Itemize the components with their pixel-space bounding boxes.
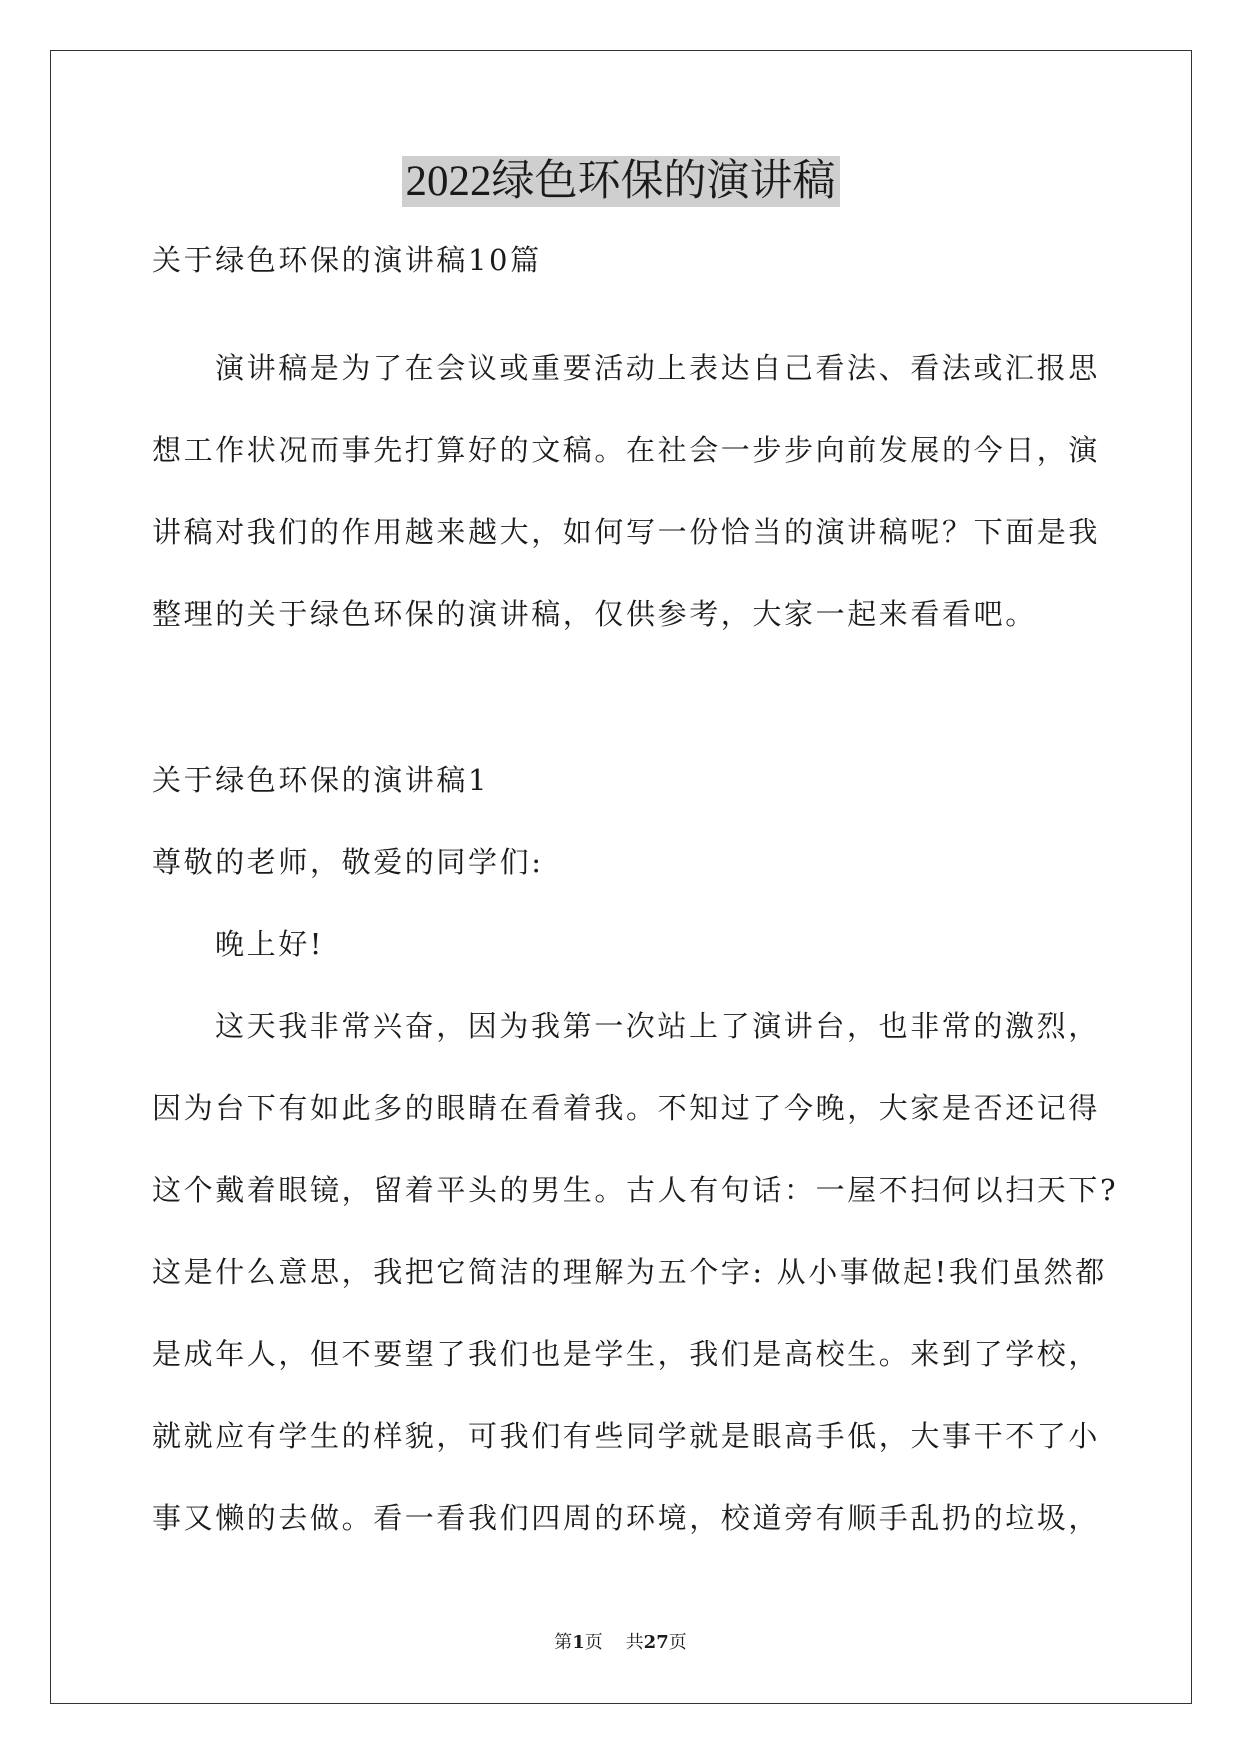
document-title-wrap (0, 156, 1241, 208)
paragraph-line: 这是什么意思，我把它简洁的理解为五个字: 从小事做起!我们虽然都 (152, 1255, 1107, 1289)
page-number: 1 (572, 1632, 585, 1653)
paragraph-line: 这天我非常兴奋，因为我第一次站上了演讲台，也非常的激烈， (215, 1009, 1100, 1043)
section-heading: 关于绿色环保的演讲稿1 (152, 763, 490, 797)
paragraph-line: 因为台下有如此多的眼睛在看着我。不知过了今晚，大家是否还记得 (152, 1091, 1101, 1125)
paragraph-line: 演讲稿是为了在会议或重要活动上表达自己看法、看法或汇报思 (215, 351, 1100, 385)
paragraph-line: 就就应有学生的样貌，可我们有些同学就是眼高手低，大事干不了小 (152, 1419, 1101, 1453)
page-prefix: 第 (554, 1632, 573, 1653)
salutation-line: 尊敬的老师，敬爱的同学们: (152, 845, 544, 879)
paragraph-line: 讲稿对我们的作用越来越大，如何写一份恰当的演讲稿呢？下面是我 (152, 515, 1101, 549)
paragraph-line: 想工作状况而事先打算好的文稿。在社会一步步向前发展的今日，演 (152, 433, 1101, 467)
document-title: 2022绿色环保的演讲稿 (402, 156, 840, 207)
subtitle-line: 关于绿色环保的演讲稿10篇 (152, 243, 542, 277)
page-suffix: 页 (584, 1632, 603, 1653)
greeting-line: 晚上好! (215, 927, 325, 961)
total-prefix: 共 (625, 1632, 644, 1653)
paragraph-line: 这个戴着眼镜，留着平头的男生。古人有句话：一屋不扫何以扫天下? (152, 1173, 1119, 1207)
total-pages: 27 (643, 1632, 669, 1653)
paragraph-line: 是成年人，但不要望了我们也是学生，我们是高校生。来到了学校， (152, 1337, 1101, 1371)
page-footer (0, 1628, 1241, 1654)
total-suffix: 页 (668, 1632, 687, 1653)
paragraph-line: 整理的关于绿色环保的演讲稿，仅供参考，大家一起来看看吧。 (152, 597, 1037, 631)
paragraph-line: 事又懒的去做。看一看我们四周的环境，校道旁有顺手乱扔的垃圾， (152, 1501, 1101, 1535)
